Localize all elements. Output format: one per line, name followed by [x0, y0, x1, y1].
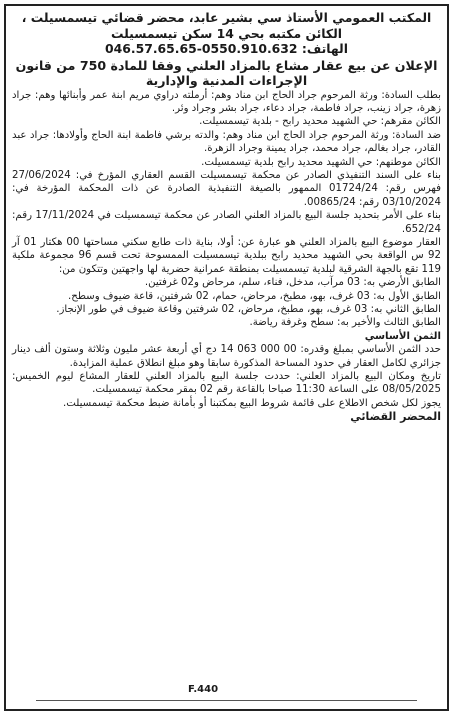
title-line-2: الإجراءات المدنية والإدارية [145, 73, 308, 88]
signature: المحضر القضائي [350, 410, 441, 424]
paragraph-base-price-heading: الثمن الأساسي [364, 330, 441, 342]
office-name: المكتب العمومي الأستاذ سي بشير عابد، محضر قضائي تيسمسيلت ، [21, 10, 432, 25]
paragraph-sale-date: تاريخ ومكان البيع بالمزاد العلني: حددت جلسة البيع بالمزاد العلني للعقار المشاع ليوم الخميس: 08/05/2025 على الساعة 11:30 صباحا بالقاعة رقم 02 بمقر محكمة تيسمسيلت. [12, 371, 441, 396]
paragraph-defendants-address: الكائن موطنهم: حي الشهيد محديد رابح بلدية تيسمسيلت. [201, 156, 441, 168]
paragraph-court-order: بناء على الأمر بتحديد جلسة البيع بالمزاد العلني الصادر عن محكمة تيسمسيلت في 17/11/2024 رقم: 652/24. [12, 210, 441, 235]
reference-code: F.440 [188, 684, 219, 695]
paragraph-second-floor: الطابق الثاني به: 03 غرف، بهو، مطبخ، مرحاض، 02 شرفتين وقاعة ضيوف في طور الإنجاز. [56, 304, 441, 315]
office-header [12, 10, 441, 57]
paragraph-first-floor: الطابق الأول به: 03 غرف، بهو، مطبخ، مرحاض، حمام، 02 شرفتين، قاعة ضيوف وسطح. [68, 290, 441, 302]
announcement-body [12, 89, 441, 411]
title-line-1: الإعلان عن بيع عقار مشاع بالمزاد العلني وفقا للمادة 750 من قانون [15, 57, 438, 73]
paragraph-third-floor: الطابق الثالث والأخير به: سطح وغرفة رياضة. [249, 317, 441, 329]
paragraph-ground-floor: الطابق الأرضي به: 03 مرآب، مدخل، فناء، سلم، مرحاض و02 غرفتين. [144, 277, 441, 289]
bottom-rule [36, 700, 417, 701]
paragraph-requesters: بطلب السادة: ورثة المرحوم جراد الحاج ابن مناد وهم: أرملته دراوي مريم ابنة عمر وأبنائها وهم: جراد زهرة، جراد زينب، جراد فاطمة، جراد دعاء، جراد بشر وجراد وئر. [12, 89, 441, 114]
announcement-page [4, 4, 449, 711]
paragraph-consultation: يجوز لكل شخص الاطلاع على قائمة شروط البيع بمكتبنا أو بأمانة ضبط محكمة تيسمسيلت. [62, 397, 441, 409]
paragraph-requesters-address: الكائن مقرهم: حي الشهيد محديد رابح - بلدية تيسمسيلت. [199, 116, 441, 128]
office-phone: الهاتف: 0550.910.632-046.57.65.65 [105, 41, 348, 56]
announcement-title [12, 58, 441, 89]
paragraph-property-description: العقار موضوع البيع بالمزاد العلني هو عبارة عن: أولا، بناية ذات طابع سكني مساحتها 00 هكتار 01 آر 92 س الواقعة بحي الشهيد محديد رابح ببلدية تيسمسيلت الممسوحة تحت قسم 96 مجموعة ملكية 119 تقع بالجهة الشرقية لبلدية تيسمسيلت بمنطقة عمرانية حضرية لها واجهتين وتتكون من: [12, 236, 441, 275]
paragraph-executive-title: بناء على السند التنفيذي الصادر عن محكمة تيسمسيلت القسم العقاري المؤرخ في: 27/06/2024 فهرس رقم: 01724/24 الممهور بالصيغة التنفيذية الصادرة عن ذات المحكمة المؤرخة في: 03/10/2024 رقم: 00865/24. [12, 169, 441, 208]
paragraph-base-price: حدد الثمن الأساسي بمبلغ وقدره: 00 000 063 14 دج أي أربعة عشر مليون وثلاثة وستون ألف دينار جزائري لكامل العقار في حدود المساحة المذكورة سابقا وهو مبلغ انطلاق عملية المزايدة. [12, 344, 441, 369]
paragraph-defendants: ضد السادة: ورثة المرحوم جراد الحاج ابن مناد وهم: والدته برشي فاطمة ابنة الحاج وأولادها: جراد عبد القادر، جراد بغالم، جراد محمد، جراد يمينة وجراد الزهرة. [12, 129, 441, 155]
office-address: الكائن مكتبه بحي 14 سكن تيسمسيلت [110, 25, 343, 41]
